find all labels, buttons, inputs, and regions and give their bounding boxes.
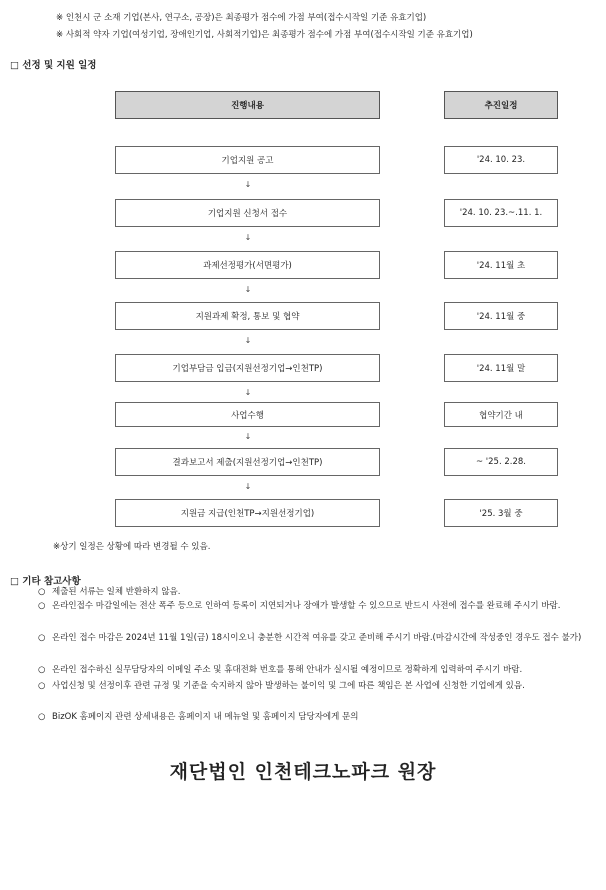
reference-section-title: □ 기타 참고사항 xyxy=(10,576,81,587)
down-arrow-icon: ↓ xyxy=(244,388,252,397)
step-process: 과제선정평가(서면평가) xyxy=(115,251,380,279)
circle-bullet-icon: ○ xyxy=(38,681,46,691)
reference-text: 온라인접수 마감일에는 전산 폭주 등으로 인하여 등록이 지연되거나 장애가 발생할 수 있으므로 반드시 사전에 접수를 완료해 주시기 바람. xyxy=(52,601,561,611)
header-date: 추진일정 xyxy=(444,91,558,119)
reference-item xyxy=(38,663,598,677)
circle-bullet-icon: ○ xyxy=(38,601,46,611)
step-process: 기업부담금 입금(지원선정기업→인천TP) xyxy=(115,354,380,382)
reference-item xyxy=(38,631,598,645)
step-date: '24. 10. 23. xyxy=(444,146,558,174)
step-date: ~ '25. 2.28. xyxy=(444,448,558,476)
down-arrow-icon: ↓ xyxy=(244,432,252,441)
down-arrow-icon: ↓ xyxy=(244,180,252,189)
step-process: 사업수행 xyxy=(115,402,380,427)
circle-bullet-icon: ○ xyxy=(38,665,46,675)
step-date: '25. 3월 중 xyxy=(444,499,558,527)
circle-bullet-icon: ○ xyxy=(38,633,46,643)
circle-bullet-icon: ○ xyxy=(38,712,46,722)
step-date: '24. 11월 말 xyxy=(444,354,558,382)
step-process: 지원과제 확정, 통보 및 협약 xyxy=(115,302,380,330)
header-process: 진행내용 xyxy=(115,91,380,119)
step-date: '24. 10. 23.~.11. 1. xyxy=(444,199,558,227)
reference-item xyxy=(38,679,598,693)
reference-text: 제출된 서류는 일체 반환하지 않음. xyxy=(52,587,181,597)
reference-text: 사업신청 및 선정이후 관련 규정 및 기준을 숙지하지 않아 발생하는 불이익 및 그에 따른 책임은 본 사업에 신청한 기업에게 있음. xyxy=(52,681,525,691)
down-arrow-icon: ↓ xyxy=(244,233,252,242)
circle-bullet-icon: ○ xyxy=(38,587,46,597)
issuer-signature: 재단법인 인천테크노파크 원장 xyxy=(169,761,437,783)
reference-text: 온라인 접수 마감은 2024년 11월 1일(금) 18시이오니 충분한 시간적 여유를 갖고 준비해 주시기 바람.(마감시간에 작성중인 경우도 접수 불가) xyxy=(52,633,582,643)
note-regional-bonus: ※ 인천시 군 소재 기업(본사, 연구소, 공장)은 최종평가 점수에 가점 부여(접수시작일 기준 유효기업) xyxy=(56,13,427,23)
step-date: '24. 11월 초 xyxy=(444,251,558,279)
step-process: 기업지원 공고 xyxy=(115,146,380,174)
step-process: 결과보고서 제출(지원선정기업→인천TP) xyxy=(115,448,380,476)
step-process: 지원금 지급(인천TP→지원선정기업) xyxy=(115,499,380,527)
step-process: 기업지원 신청서 접수 xyxy=(115,199,380,227)
reference-text: BizOK 홈페이지 관련 상세내용은 홈페이지 내 메뉴얼 및 홈페이지 담당자에게 문의 xyxy=(52,712,359,722)
step-date: '24. 11월 중 xyxy=(444,302,558,330)
schedule-note: ※상기 일정은 상황에 따라 변경될 수 있음. xyxy=(53,542,211,552)
reference-text: 온라인 접수하신 실무담당자의 이메일 주소 및 휴대전화 번호를 통해 안내가 실시될 예정이므로 정확하게 입력하여 주시기 바람. xyxy=(52,665,523,675)
reference-item xyxy=(38,585,598,599)
step-date: 협약기간 내 xyxy=(444,402,558,427)
down-arrow-icon: ↓ xyxy=(244,336,252,345)
note-social-bonus: ※ 사회적 약자 기업(여성기업, 장애인기업, 사회적기업)은 최종평가 점수에 가점 부여(접수시작일 기준 유효기업) xyxy=(56,30,473,40)
reference-item xyxy=(38,599,598,613)
reference-item xyxy=(38,710,598,724)
down-arrow-icon: ↓ xyxy=(244,482,252,491)
down-arrow-icon: ↓ xyxy=(244,285,252,294)
schedule-section-title: □ 선정 및 지원 일정 xyxy=(10,60,97,71)
